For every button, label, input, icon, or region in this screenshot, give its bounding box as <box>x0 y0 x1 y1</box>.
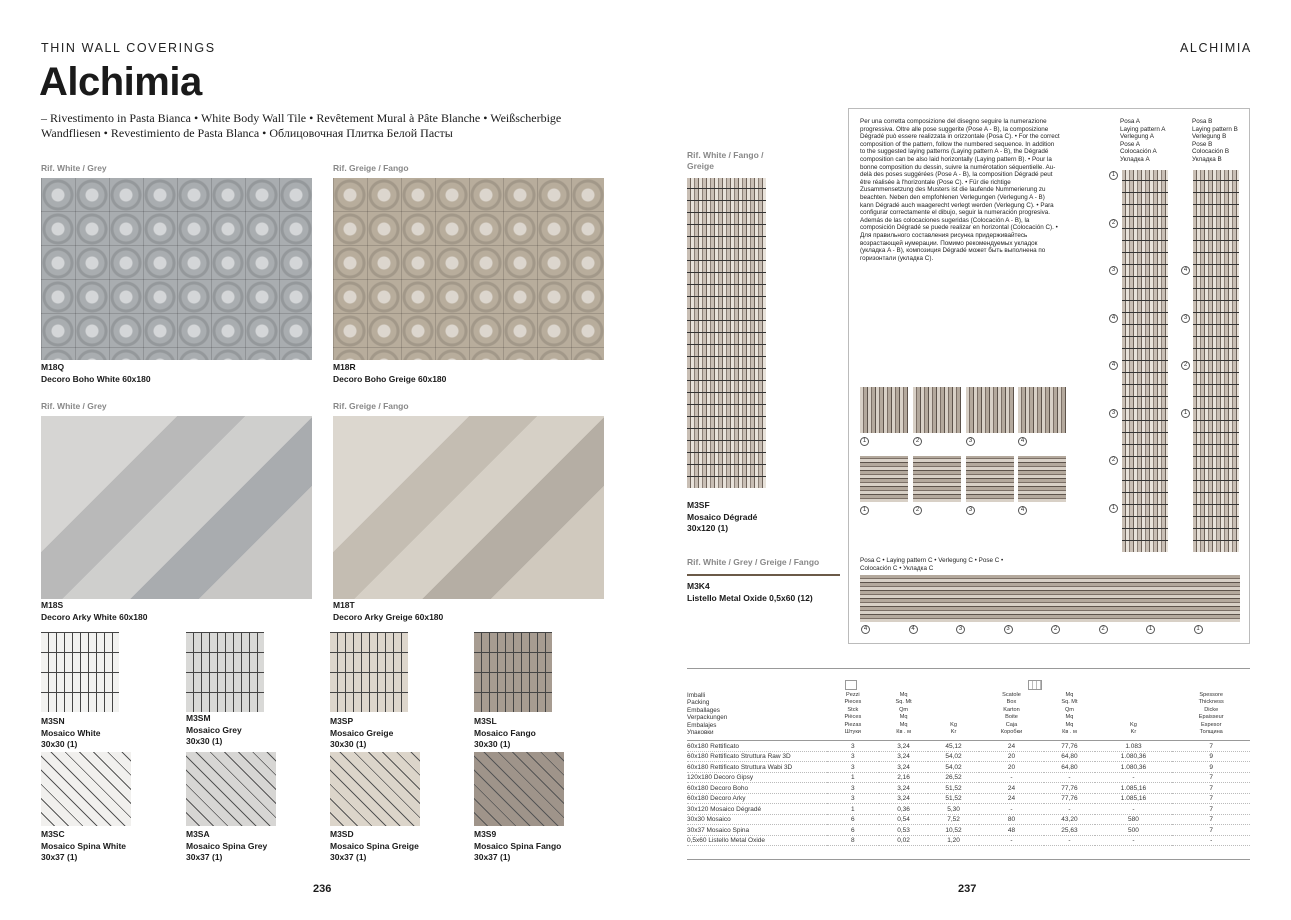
product-caption: M3SL Mosaico Fango 30x30 (1) <box>474 716 536 749</box>
tile-image <box>41 416 312 599</box>
table-cell: 7 <box>1172 783 1250 794</box>
table-cell: 3,24 <box>879 783 929 794</box>
product-caption: M18S Decoro Arky White 60x180 <box>41 600 148 622</box>
product-caption: M18T Decoro Arky Greige 60x180 <box>333 600 444 622</box>
pose-c-number: 4 <box>861 625 870 634</box>
table-cell: 7 <box>1172 825 1250 836</box>
spina-image <box>474 752 564 826</box>
tile-number: 4 <box>1018 437 1027 446</box>
laying-instructions: Per una corretta composizione del disegno seguire la numerazione progressiva. Oltre alle pose suggerite (Pose A - B), la composizione Dégradé può essere realizzata in orizzontale (Posa C). • For the correct composition of the pattern, follow the numbered sequence. In addition to the suggested laying patterns (Laying pattern A - B), the Dégradé composition can be also laid horizontally (Laying pattern B). • Pour la bonne composition du dessin, suivre la numérotation séquentielle. Au-delà des poses suggérées (Pose A - B), la composition Dégradé peut être réalisée à l'horizontale (Pose C). • Für die richtige Zusammensetzung des Musters ist die laufende Nummerierung zu beachten. Neben den empfohlenen Verlegungen (Verlegung A - B) kann Dégradé auch waagerecht verlegt werden (Verlegung C). • Para configurar correctamente el dibujo, seguir la numeración progresiva. Además de las colocaciones sugeridas (Colocación A - B), la composición Dégradé se puede realizar en horizontal (Colocación C). • Для правильного составления рисунка придерживайтесь возрастающей нумерации. Помимо рекомендуемых укладок (укладка A - B), композиция Dégradé может быть выполнена по горизонтали (укладка C). <box>860 118 1060 262</box>
column-header: Mq Sq. Mt Qm Mq Mq Кв . м <box>879 692 929 741</box>
column-header: Kg Kr <box>1095 692 1173 741</box>
table-row <box>687 783 1250 794</box>
table-top-rule <box>687 668 1250 669</box>
tile-number: 2 <box>913 506 922 515</box>
pose-b-strip <box>1193 170 1239 552</box>
pose-a-number: 2 <box>1109 219 1118 228</box>
product-caption: M3SA Mosaico Spina Grey 30x37 (1) <box>186 829 268 862</box>
table-cell: 1 <box>827 804 879 815</box>
column-header: Imballi Packing Emballages Verpackungen Embalajes Упаковки <box>687 692 827 741</box>
product-caption: M3SM Mosaico Grey 30x30 (1) <box>186 713 242 746</box>
table-row <box>687 772 1250 783</box>
table-cell: 1.085,16 <box>1095 783 1173 794</box>
pose-c-label: Posa C • Laying pattern C • Verlegung C • Pose C • Colocación C • Укладка C <box>860 557 1004 572</box>
table-row <box>687 835 1250 846</box>
table-cell: 500 <box>1095 825 1173 836</box>
product-caption: M3SD Mosaico Spina Greige 30x37 (1) <box>330 829 419 862</box>
table-cell: - <box>979 804 1045 815</box>
table-cell: - <box>1095 804 1173 815</box>
table-cell: 5,30 <box>928 804 978 815</box>
table-cell: 77,76 <box>1044 783 1094 794</box>
table-cell: 77,76 <box>1044 741 1094 752</box>
pose-a-number: 4 <box>1109 361 1118 370</box>
table-cell: 3,24 <box>879 741 929 752</box>
tile-image <box>333 416 604 599</box>
table-cell: 54,02 <box>928 762 978 773</box>
pose-c-number: 3 <box>1004 625 1013 634</box>
spina-image <box>186 752 276 826</box>
table-cell: 1.080,36 <box>1095 751 1173 762</box>
table-cell: 580 <box>1095 814 1173 825</box>
subtitle: – Rivestimento in Pasta Bianca • White Body Wall Tile • Revêtement Mural à Pâte Blanche • Weißscherbige Wandfliesen • Revestimiento de Pasta Blanca • Облицовочная Плитка Белой Пасты <box>41 111 562 140</box>
pieces-icon <box>845 680 857 690</box>
pattern-tile <box>913 387 961 433</box>
table-cell: 1 <box>827 772 879 783</box>
degrade-caption: M3SF Mosaico Dégradé 30x120 (1) <box>687 500 758 533</box>
table-cell: 60x180 Rettificato Struttura Wabi 3D <box>687 762 827 773</box>
column-header: Pezzi Pieces Stck Pièces Piezas Штуки <box>827 692 879 741</box>
table-cell: 1.080,36 <box>1095 762 1173 773</box>
table-cell: 0,5x60 Listello Metal Oxide <box>687 835 827 846</box>
pose-c-number: 2 <box>1051 625 1060 634</box>
column-header: Mq Sq. Mt Qm Mq Mq Кв . м <box>1044 692 1094 741</box>
table-cell: 3 <box>827 783 879 794</box>
tile-number: 1 <box>860 437 869 446</box>
pose-a-number: 2 <box>1109 456 1118 465</box>
pose-b-label: Posa B Laying pattern B Verlegung B Pose B Colocación B Укладка B <box>1192 118 1238 163</box>
page-title: Alchimia <box>39 60 202 104</box>
spina-image <box>41 752 131 826</box>
table-cell: 120x180 Decoro Gipsy <box>687 772 827 783</box>
table-cell: 0,53 <box>879 825 929 836</box>
pose-a-number: 1 <box>1109 504 1118 513</box>
table-cell: 3,24 <box>879 793 929 804</box>
table-cell: 7 <box>1172 814 1250 825</box>
pattern-tile <box>966 456 1014 502</box>
table-row <box>687 751 1250 762</box>
tile-image <box>41 178 312 360</box>
table-row <box>687 762 1250 773</box>
product-caption: M3SP Mosaico Greige 30x30 (1) <box>330 716 394 749</box>
table-cell: 77,76 <box>1044 793 1094 804</box>
tile-image <box>333 178 604 360</box>
table-row <box>687 804 1250 815</box>
table-row <box>687 814 1250 825</box>
table-cell: 8 <box>827 835 879 846</box>
pose-b-number: 1 <box>1181 409 1190 418</box>
table-cell: 20 <box>979 751 1045 762</box>
table-cell: 3,24 <box>879 751 929 762</box>
table-cell: 3 <box>827 762 879 773</box>
table-cell: 3 <box>827 741 879 752</box>
pose-a-strip <box>1122 170 1168 552</box>
table-cell: 0,36 <box>879 804 929 815</box>
table-row <box>687 793 1250 804</box>
tile-number: 1 <box>860 506 869 515</box>
table-cell: 51,52 <box>928 793 978 804</box>
table-cell: - <box>1044 835 1094 846</box>
pattern-tile <box>1018 456 1066 502</box>
table-cell: - <box>1172 835 1250 846</box>
table-cell: 51,52 <box>928 783 978 794</box>
mosaic-image <box>186 632 264 712</box>
table-cell: 30x120 Mosaico Dégradé <box>687 804 827 815</box>
section-title: THIN WALL COVERINGS <box>41 41 216 55</box>
table-cell: 7,52 <box>928 814 978 825</box>
pose-a-number: 4 <box>1109 314 1118 323</box>
tile-number: 2 <box>913 437 922 446</box>
table-cell: - <box>1095 772 1173 783</box>
table-cell: 2,16 <box>879 772 929 783</box>
table-cell: 0,02 <box>879 835 929 846</box>
tile-number: 3 <box>966 506 975 515</box>
table-cell: 60x180 Rettificato <box>687 741 827 752</box>
table-cell: 9 <box>1172 751 1250 762</box>
product-caption: M18R Decoro Boho Greige 60x180 <box>333 362 447 384</box>
pose-c-number: 1 <box>1146 625 1155 634</box>
table-cell: 48 <box>979 825 1045 836</box>
pose-c-number: 1 <box>1194 625 1203 634</box>
table-cell: 7 <box>1172 793 1250 804</box>
pose-a-number: 1 <box>1109 171 1118 180</box>
table-cell: 6 <box>827 825 879 836</box>
table-cell: 60x180 Decoro Arky <box>687 793 827 804</box>
table-cell: 24 <box>979 741 1045 752</box>
tile-number: 4 <box>1018 506 1027 515</box>
product-caption: M3S9 Mosaico Spina Fango 30x37 (1) <box>474 829 562 862</box>
table-cell: 1,20 <box>928 835 978 846</box>
table-header <box>687 692 1250 741</box>
pose-b-number: 4 <box>1181 266 1190 275</box>
degrade-rif: Rif. White / Fango / Greige <box>687 150 764 171</box>
table-cell: 10,52 <box>928 825 978 836</box>
table-cell: - <box>1044 804 1094 815</box>
pose-c-strip <box>860 575 1240 622</box>
pose-b-number: 3 <box>1181 314 1190 323</box>
page-number: 236 <box>313 883 332 895</box>
pose-c-number: 4 <box>909 625 918 634</box>
pattern-tile <box>913 456 961 502</box>
table-cell: 24 <box>979 793 1045 804</box>
table-cell: 64,80 <box>1044 762 1094 773</box>
product-caption: M3SC Mosaico Spina White 30x37 (1) <box>41 829 127 862</box>
table-cell: 6 <box>827 814 879 825</box>
pose-a-label: Posa A Laying pattern A Verlegung A Pose A Colocación A Укладка A <box>1120 118 1166 163</box>
table-cell: - <box>979 772 1045 783</box>
table-cell: 20 <box>979 762 1045 773</box>
pose-b-number: 2 <box>1181 361 1190 370</box>
pose-c-number: 3 <box>956 625 965 634</box>
table-cell: 80 <box>979 814 1045 825</box>
mosaic-image <box>330 632 408 712</box>
listello-rif: Rif. White / Grey / Greige / Fango <box>687 557 820 567</box>
rif-label: Rif. Greige / Fango <box>333 163 409 173</box>
mosaic-image <box>41 632 119 712</box>
table-cell: 30x37 Mosaico Spina <box>687 825 827 836</box>
rif-label: Rif. White / Grey <box>41 163 107 173</box>
product-caption: M3SN Mosaico White 30x30 (1) <box>41 716 101 749</box>
table-cell: 3 <box>827 793 879 804</box>
tile-number: 3 <box>966 437 975 446</box>
table-cell: 7 <box>1172 772 1250 783</box>
column-header: Kg Kr <box>928 692 978 741</box>
pattern-tile <box>860 387 908 433</box>
table-row <box>687 825 1250 836</box>
table-cell: 45,12 <box>928 741 978 752</box>
column-header: Scatole Box Karton Boite Caja Коробки <box>979 692 1045 741</box>
listello-image <box>687 574 840 576</box>
pattern-tile <box>860 456 908 502</box>
table-cell: 24 <box>979 783 1045 794</box>
pose-a-number: 3 <box>1109 409 1118 418</box>
table-cell: - <box>979 835 1045 846</box>
table-row <box>687 741 1250 752</box>
pattern-tile <box>1018 387 1066 433</box>
table-cell: 7 <box>1172 804 1250 815</box>
table-cell: - <box>1095 835 1173 846</box>
listello-caption: M3K4 Listello Metal Oxide 0,5x60 (12) <box>687 581 813 603</box>
table-cell: - <box>1044 772 1094 783</box>
pose-a-number: 3 <box>1109 266 1118 275</box>
table-cell: 64,80 <box>1044 751 1094 762</box>
table-cell: 60x180 Rettificato Struttura Raw 3D <box>687 751 827 762</box>
table-cell: 25,63 <box>1044 825 1094 836</box>
mosaic-image <box>474 632 552 712</box>
degrade-image <box>687 178 766 488</box>
table-cell: 3,24 <box>879 762 929 773</box>
rif-label: Rif. White / Grey <box>41 401 107 411</box>
table-cell: 1.083 <box>1095 741 1173 752</box>
table-cell: 0,54 <box>879 814 929 825</box>
pattern-tile <box>966 387 1014 433</box>
table-cell: 1.085,16 <box>1095 793 1173 804</box>
table-cell: 43,20 <box>1044 814 1094 825</box>
table-bottom-rule <box>687 859 1250 860</box>
page-number-right: 237 <box>958 883 977 895</box>
table-cell: 9 <box>1172 762 1250 773</box>
table-cell: 7 <box>1172 741 1250 752</box>
spina-image <box>330 752 420 826</box>
table-cell: 3 <box>827 751 879 762</box>
pose-c-number: 2 <box>1099 625 1108 634</box>
table-cell: 30x30 Mosaico <box>687 814 827 825</box>
table-cell: 26,52 <box>928 772 978 783</box>
table-cell: 54,02 <box>928 751 978 762</box>
right-title: ALCHIMIA <box>1180 41 1252 55</box>
column-header: Spessore Thickness Dicke Epaisseur Espesor Толщина <box>1172 692 1250 741</box>
packing-table <box>687 692 1250 846</box>
box-icon <box>1028 680 1042 690</box>
rif-label: Rif. Greige / Fango <box>333 401 409 411</box>
table-cell: 60x180 Decoro Boho <box>687 783 827 794</box>
product-caption: M18Q Decoro Boho White 60x180 <box>41 362 151 384</box>
